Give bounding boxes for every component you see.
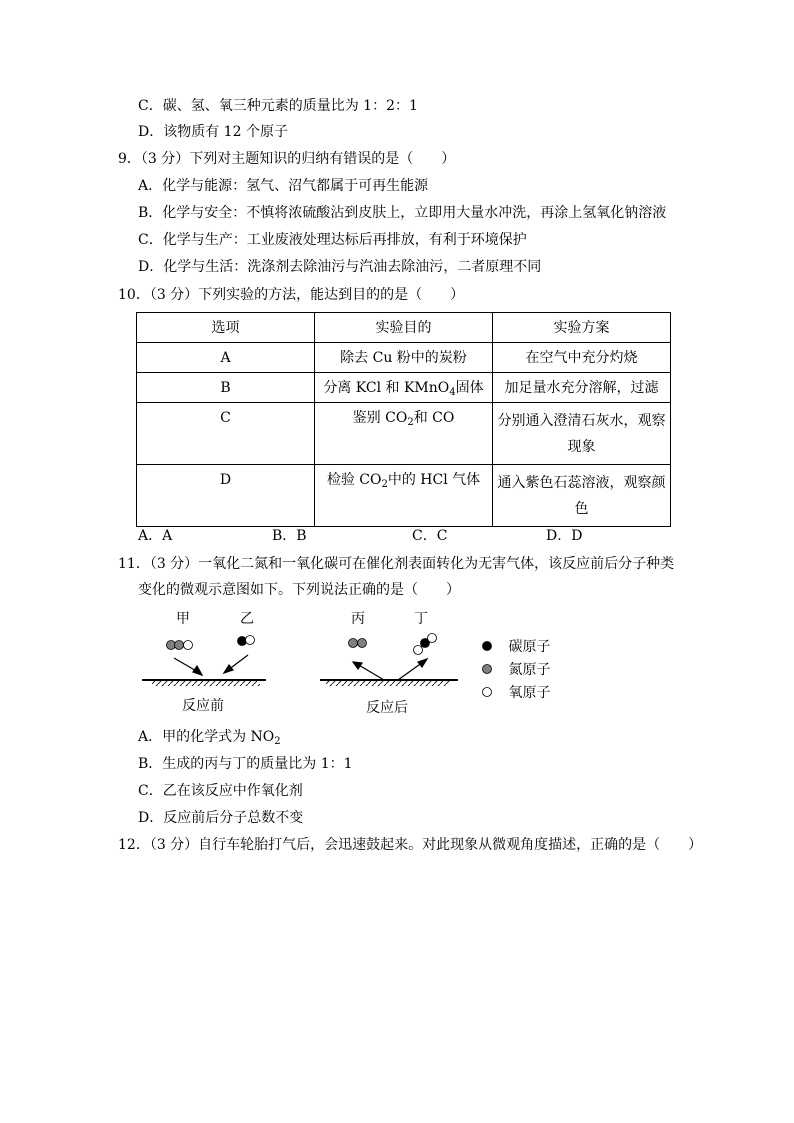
q10-answer-a: A．A bbox=[138, 528, 173, 544]
q9-option-d: D．化学与生活：洗涤剂去除油污与汽油去除油污，二者原理不同 bbox=[138, 259, 542, 275]
row-plan: 分别通入澄清石灰水，观察现象 bbox=[493, 403, 671, 465]
q11-stem-line2: 变化的微观示意图如下。下列说法正确的是（ ） bbox=[138, 582, 460, 598]
row-option: A bbox=[137, 343, 315, 373]
row-option: C bbox=[137, 403, 315, 465]
row-plan: 在空气中充分灼烧 bbox=[493, 343, 671, 373]
molecule-jia bbox=[167, 641, 193, 650]
q10-answer-b: B．B bbox=[272, 528, 307, 544]
table-row bbox=[137, 373, 671, 403]
molecule-ding bbox=[414, 634, 437, 655]
row-plan: 通入紫色石蕊溶液，观察颜色 bbox=[493, 465, 671, 527]
q9-option-b: B．化学与安全：不慎将浓硫酸沾到皮肤上，立即用大量水冲洗，再涂上氢氧化钠溶液 bbox=[138, 205, 667, 221]
q10-stem: 10．（3 分）下列实验的方法，能达到目的的是（ ） bbox=[118, 287, 465, 303]
header-goal: 实验目的 bbox=[315, 313, 493, 343]
surface-after bbox=[320, 680, 458, 686]
q10-answer-d: D．D bbox=[546, 528, 583, 544]
label-bing: 丙 bbox=[351, 611, 365, 627]
label-ding: 丁 bbox=[414, 611, 428, 627]
row-goal: 分离 KCl 和 KMnO$_4$固体 bbox=[315, 373, 493, 403]
q11-option-a: A．甲的化学式为 $NO_2$ bbox=[138, 729, 281, 747]
table-row bbox=[137, 403, 671, 465]
q11-option-c: C．乙在该反应中作氧化剂 bbox=[138, 783, 303, 799]
q9-option-a: A．化学与能源：氢气、沼气都属于可再生能源 bbox=[138, 178, 429, 194]
q11-option-b: B．生成的丙与丁的质量比为 1：1 bbox=[138, 756, 353, 772]
experiment-table bbox=[136, 312, 671, 527]
label-jia: 甲 bbox=[176, 611, 190, 627]
q11-option-d: D．反应前后分子总数不变 bbox=[138, 810, 304, 826]
legend-oxygen: 氧原子 bbox=[480, 682, 550, 702]
q11-stem-line1: 11．（3 分）一氧化二氮和一氧化碳可在催化剂表面转化为无害气体，该反应前后分子种类 bbox=[118, 556, 675, 572]
label-yi: 乙 bbox=[240, 611, 254, 627]
table-row bbox=[137, 465, 671, 527]
row-plan: 加足量水充分溶解，过滤 bbox=[493, 373, 671, 403]
row-option: D bbox=[137, 465, 315, 527]
legend-carbon: 碳原子 bbox=[480, 636, 550, 656]
molecule-bing bbox=[349, 639, 367, 648]
carbon-atom-icon bbox=[480, 639, 494, 653]
q8-option-d: D．该物质有 12 个原子 bbox=[138, 124, 288, 140]
header-plan: 实验方案 bbox=[493, 313, 671, 343]
label-before: 反应前 bbox=[182, 698, 224, 714]
arrows-before bbox=[174, 655, 248, 675]
q10-answer-c: C．C bbox=[412, 528, 448, 544]
nitrogen-atom-icon bbox=[480, 662, 494, 676]
header-option: 选项 bbox=[137, 313, 315, 343]
q9-option-c: C．化学与生产：工业废液处理达标后再排放，有利于环境保护 bbox=[138, 232, 527, 248]
q9-stem: 9．（3 分）下列对主题知识的归纳有错误的是（ ） bbox=[118, 151, 456, 167]
table-header-row bbox=[137, 313, 671, 343]
oxygen-atom-icon bbox=[480, 685, 494, 699]
table-row bbox=[137, 343, 671, 373]
surface-before bbox=[142, 680, 266, 686]
molecule-yi bbox=[238, 636, 255, 646]
row-option: B bbox=[137, 373, 315, 403]
row-goal: 鉴别 $CO_2$和 CO bbox=[315, 403, 493, 465]
row-goal: 检验 $CO_2$中的 HCl 气体 bbox=[315, 465, 493, 527]
label-after: 反应后 bbox=[366, 700, 408, 716]
arrows-after bbox=[353, 659, 427, 680]
q12-stem: 12．（3 分）自行车轮胎打气后，会迅速鼓起来。对此现象从微观角度描述，正确的是（ ） bbox=[118, 837, 703, 853]
q8-option-c: C．碳、氢、氧三种元素的质量比为 1：2：1 bbox=[138, 98, 418, 114]
row-goal: 除去 Cu 粉中的炭粉 bbox=[315, 343, 493, 373]
legend-nitrogen: 氮原子 bbox=[480, 659, 550, 679]
